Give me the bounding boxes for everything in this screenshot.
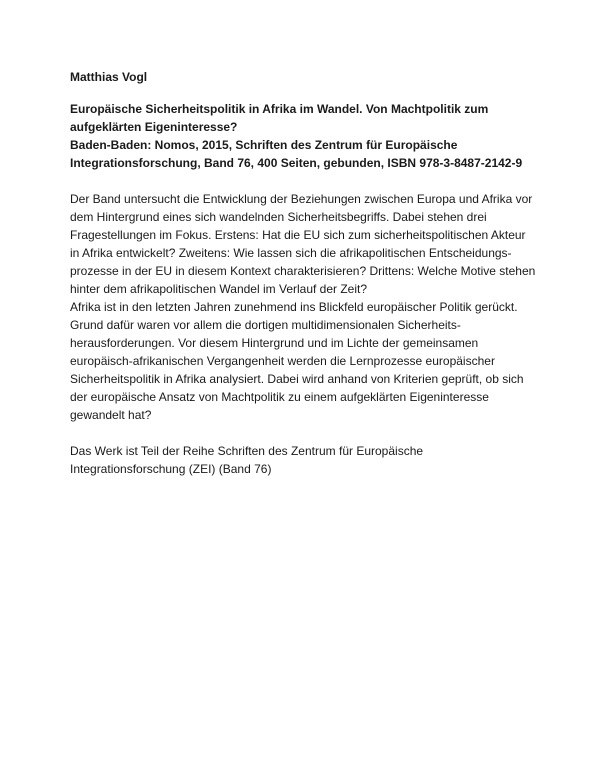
publication-info-line: Integrationsforschung, Band 76, 400 Seiten, gebunden, ISBN 978-3-8487-2142-9 bbox=[70, 156, 523, 170]
text-line: in Afrika entwickelt? Zweitens: Wie lassen sich die afrikapolitischen Entscheidungs- bbox=[70, 246, 512, 260]
description-paragraph bbox=[70, 190, 540, 424]
text-line: dem Hintergrund eines sich wandelnden Sicherheitsbegriffs. Dabei stehen drei bbox=[70, 210, 487, 224]
text-line: Afrika ist in den letzten Jahren zunehmend ins Blickfeld europäischer Politik gerückt. bbox=[70, 300, 518, 314]
text-line: gewandelt hat? bbox=[70, 408, 152, 422]
text-line: Fragestellungen im Fokus. Erstens: Hat die EU sich zum sicherheitspolitischen Akteur bbox=[70, 228, 526, 242]
text-line: Grund dafür waren vor allem die dortigen multidimensionalen Sicherheits- bbox=[70, 318, 461, 332]
title-line: aufgeklärten Eigeninteresse? bbox=[70, 120, 238, 134]
author-name: Matthias Vogl bbox=[70, 70, 148, 84]
publication-info-line: Baden-Baden: Nomos, 2015, Schriften des Zentrum für Europäische bbox=[70, 138, 458, 152]
text-line: europäisch-afrikanischen Vergangenheit werden die Lernprozesse europäischer bbox=[70, 354, 495, 368]
title-line: Europäische Sicherheitspolitik in Afrika im Wandel. Von Machtpolitik zum bbox=[70, 102, 489, 116]
document-page bbox=[70, 68, 540, 478]
book-title-block bbox=[70, 100, 540, 172]
text-line: der europäische Ansatz von Machtpolitik zu einem aufgeklärten Eigeninteresse bbox=[70, 390, 489, 404]
text-line: Integrationsforschung (ZEI) (Band 76) bbox=[70, 462, 272, 476]
text-line: prozesse in der EU in diesem Kontext charakterisieren? Drittens: Welche Motive stehen bbox=[70, 264, 536, 278]
text-line: herausforderungen. Vor diesem Hintergrund und im Lichte der gemeinsamen bbox=[70, 336, 479, 350]
text-line: Sicherheitspolitik in Afrika analysiert. Dabei wird anhand von Kriterien geprüft, ob sich bbox=[70, 372, 524, 386]
text-line: hinter dem afrikapolitischen Wandel im Verlauf der Zeit? bbox=[70, 282, 368, 296]
text-line: Das Werk ist Teil der Reihe Schriften des Zentrum für Europäische bbox=[70, 444, 424, 458]
text-line: Der Band untersucht die Entwicklung der Beziehungen zwischen Europa und Afrika vor bbox=[70, 192, 533, 206]
series-paragraph bbox=[70, 442, 540, 478]
